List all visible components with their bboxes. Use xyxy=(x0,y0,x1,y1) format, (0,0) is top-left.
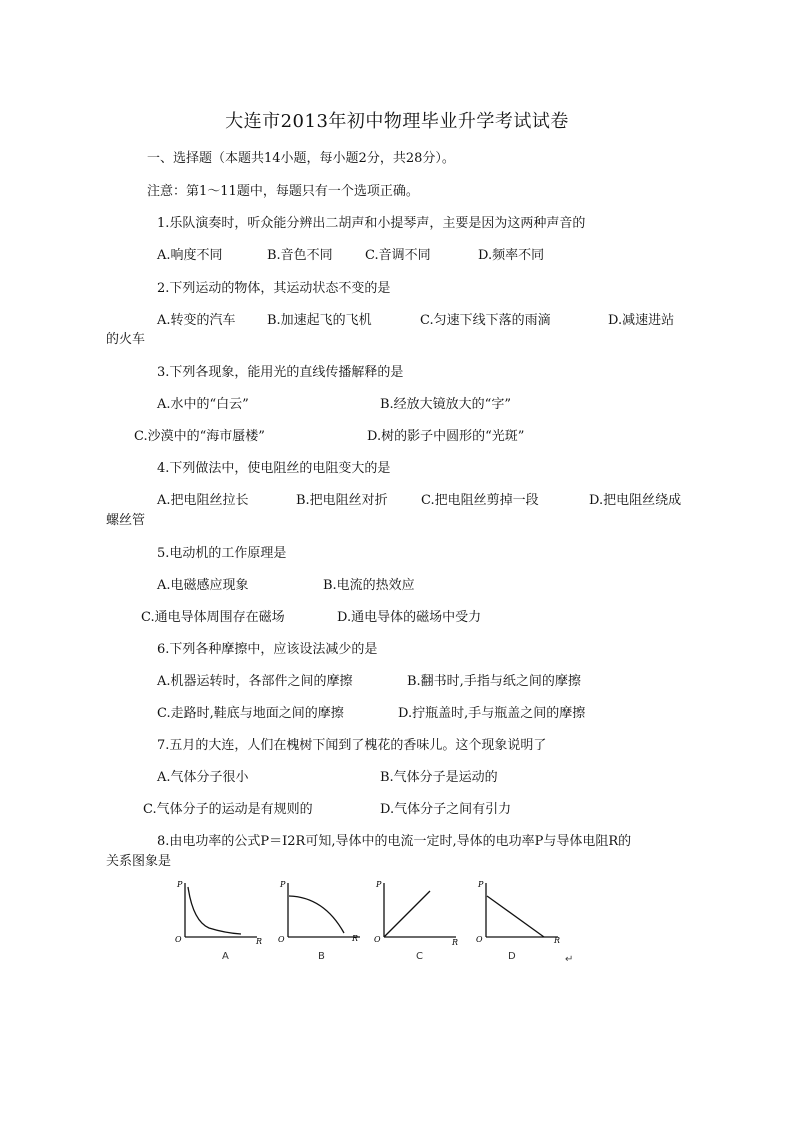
graph-b-r-label: R xyxy=(352,934,359,943)
question-2-option-c: C.匀速下线下落的雨滴 xyxy=(420,313,551,328)
question-4-option-b: B.把电阻丝对折 xyxy=(296,493,388,508)
graph-a-caption: A xyxy=(222,951,229,962)
question-8-stem: 8.由电功率的公式P＝I2R可知,导体中的电流一定时,导体的电功率P与导体电阻R的 xyxy=(157,834,632,849)
question-7-option-d: D.气体分子之间有引力 xyxy=(380,802,512,817)
question-1-option-a: A.响度不同 xyxy=(157,248,223,263)
graph-c-r-label: R xyxy=(452,938,459,947)
question-3-option-a: A.水中的“白云” xyxy=(157,397,249,412)
question-1-option-c: C.音调不同 xyxy=(365,248,431,263)
question-5-option-d: D.通电导体的磁场中受力 xyxy=(337,610,482,625)
graph-b-svg xyxy=(276,879,366,947)
page-title: 大连市2013年初中物理毕业升学考试试卷 xyxy=(225,111,569,132)
graph-d-line xyxy=(487,896,544,937)
question-1-option-d: D.频率不同 xyxy=(478,248,545,263)
graph-b-curve xyxy=(289,896,344,933)
question-2-option-a: A.转变的汽车 xyxy=(157,313,236,328)
graph-c-caption: C xyxy=(416,951,423,962)
question-6-stem: 6.下列各种摩擦中，应该设法减少的是 xyxy=(157,642,378,657)
question-2-stem: 2.下列运动的物体，其运动状态不变的是 xyxy=(157,281,391,296)
graph-c[interactable] xyxy=(372,879,462,947)
question-5-option-b: B.电流的热效应 xyxy=(323,578,415,593)
graph-b-caption: B xyxy=(318,951,325,962)
question-7-option-c: C.气体分子的运动是有规则的 xyxy=(143,802,313,817)
question-3-option-b: B.经放大镜放大的“字” xyxy=(380,397,511,412)
question-4-option-a: A.把电阻丝拉长 xyxy=(157,493,249,508)
graph-b-origin-label: O xyxy=(278,935,285,944)
question-1-option-b: B.音色不同 xyxy=(267,248,333,263)
graph-d-svg xyxy=(474,879,564,947)
graph-a[interactable] xyxy=(173,879,263,947)
question-6-option-a: A.机器运转时，各部件之间的摩擦 xyxy=(157,674,353,689)
question-3-option-c: C.沙漠中的“海市蜃楼” xyxy=(134,429,265,444)
graph-a-svg xyxy=(173,879,263,947)
question-6-option-c: C.走路时,鞋底与地面之间的摩擦 xyxy=(157,706,344,721)
question-5-option-a: A.电磁感应现象 xyxy=(157,578,249,593)
section-heading: 一、选择题（本题共14小题，每小题2分，共28分）。 xyxy=(147,151,455,166)
question-4-stem: 4.下列做法中，使电阻丝的电阻变大的是 xyxy=(157,461,391,476)
graph-c-svg xyxy=(372,879,462,947)
question-5-option-c: C.通电导体周围存在磁场 xyxy=(141,610,285,625)
graph-a-p-label: P xyxy=(177,880,183,889)
graph-c-line xyxy=(384,891,430,937)
question-2-option-b: B.加速起飞的飞机 xyxy=(267,313,372,328)
graph-b-p-label: P xyxy=(280,880,286,889)
graph-d-p-label: P xyxy=(478,880,484,889)
question-6-option-d: D.拧瓶盖时,手与瓶盖之间的摩擦 xyxy=(398,706,586,721)
return-mark-icon: ↵ xyxy=(565,954,574,965)
question-3-stem: 3.下列各现象，能用光的直线传播解释的是 xyxy=(157,365,404,380)
graph-a-curve xyxy=(188,887,241,934)
graph-d-origin-label: O xyxy=(476,935,483,944)
graph-c-p-label: P xyxy=(376,880,382,889)
question-6-option-b: B.翻书时,手指与纸之间的摩擦 xyxy=(407,674,581,689)
graph-a-r-label: R xyxy=(256,937,263,946)
question-8-stem-continued: 关系图象是 xyxy=(106,854,172,869)
question-5-stem: 5.电动机的工作原理是 xyxy=(157,546,287,561)
question-4-option-d-continued: 螺丝管 xyxy=(106,513,146,528)
question-4-option-c: C.把电阻丝剪掉一段 xyxy=(421,493,539,508)
graph-c-origin-label: O xyxy=(374,935,381,944)
question-7-stem: 7.五月的大连，人们在槐树下闻到了槐花的香味儿。这个现象说明了 xyxy=(157,738,547,753)
graph-a-origin-label: O xyxy=(175,935,182,944)
question-7-option-b: B.气体分子是运动的 xyxy=(380,770,498,785)
question-3-option-d: D.树的影子中圆形的“光斑” xyxy=(367,429,525,444)
graph-d-r-label: R xyxy=(554,936,561,945)
graph-b[interactable] xyxy=(276,879,366,947)
question-1-stem: 1.乐队演奏时，听众能分辨出二胡声和小提琴声，主要是因为这两种声音的 xyxy=(157,216,586,231)
question-4-option-d: D.把电阻丝绕成 xyxy=(589,493,682,508)
graph-d[interactable] xyxy=(474,879,564,947)
question-2-option-d-continued: 的火车 xyxy=(106,332,146,347)
section-note: 注意：第1～11题中，每题只有一个选项正确。 xyxy=(147,184,419,199)
question-2-option-d: D.减速进站 xyxy=(608,313,675,328)
question-7-option-a: A.气体分子很小 xyxy=(157,770,249,785)
graph-d-caption: D xyxy=(508,951,516,962)
